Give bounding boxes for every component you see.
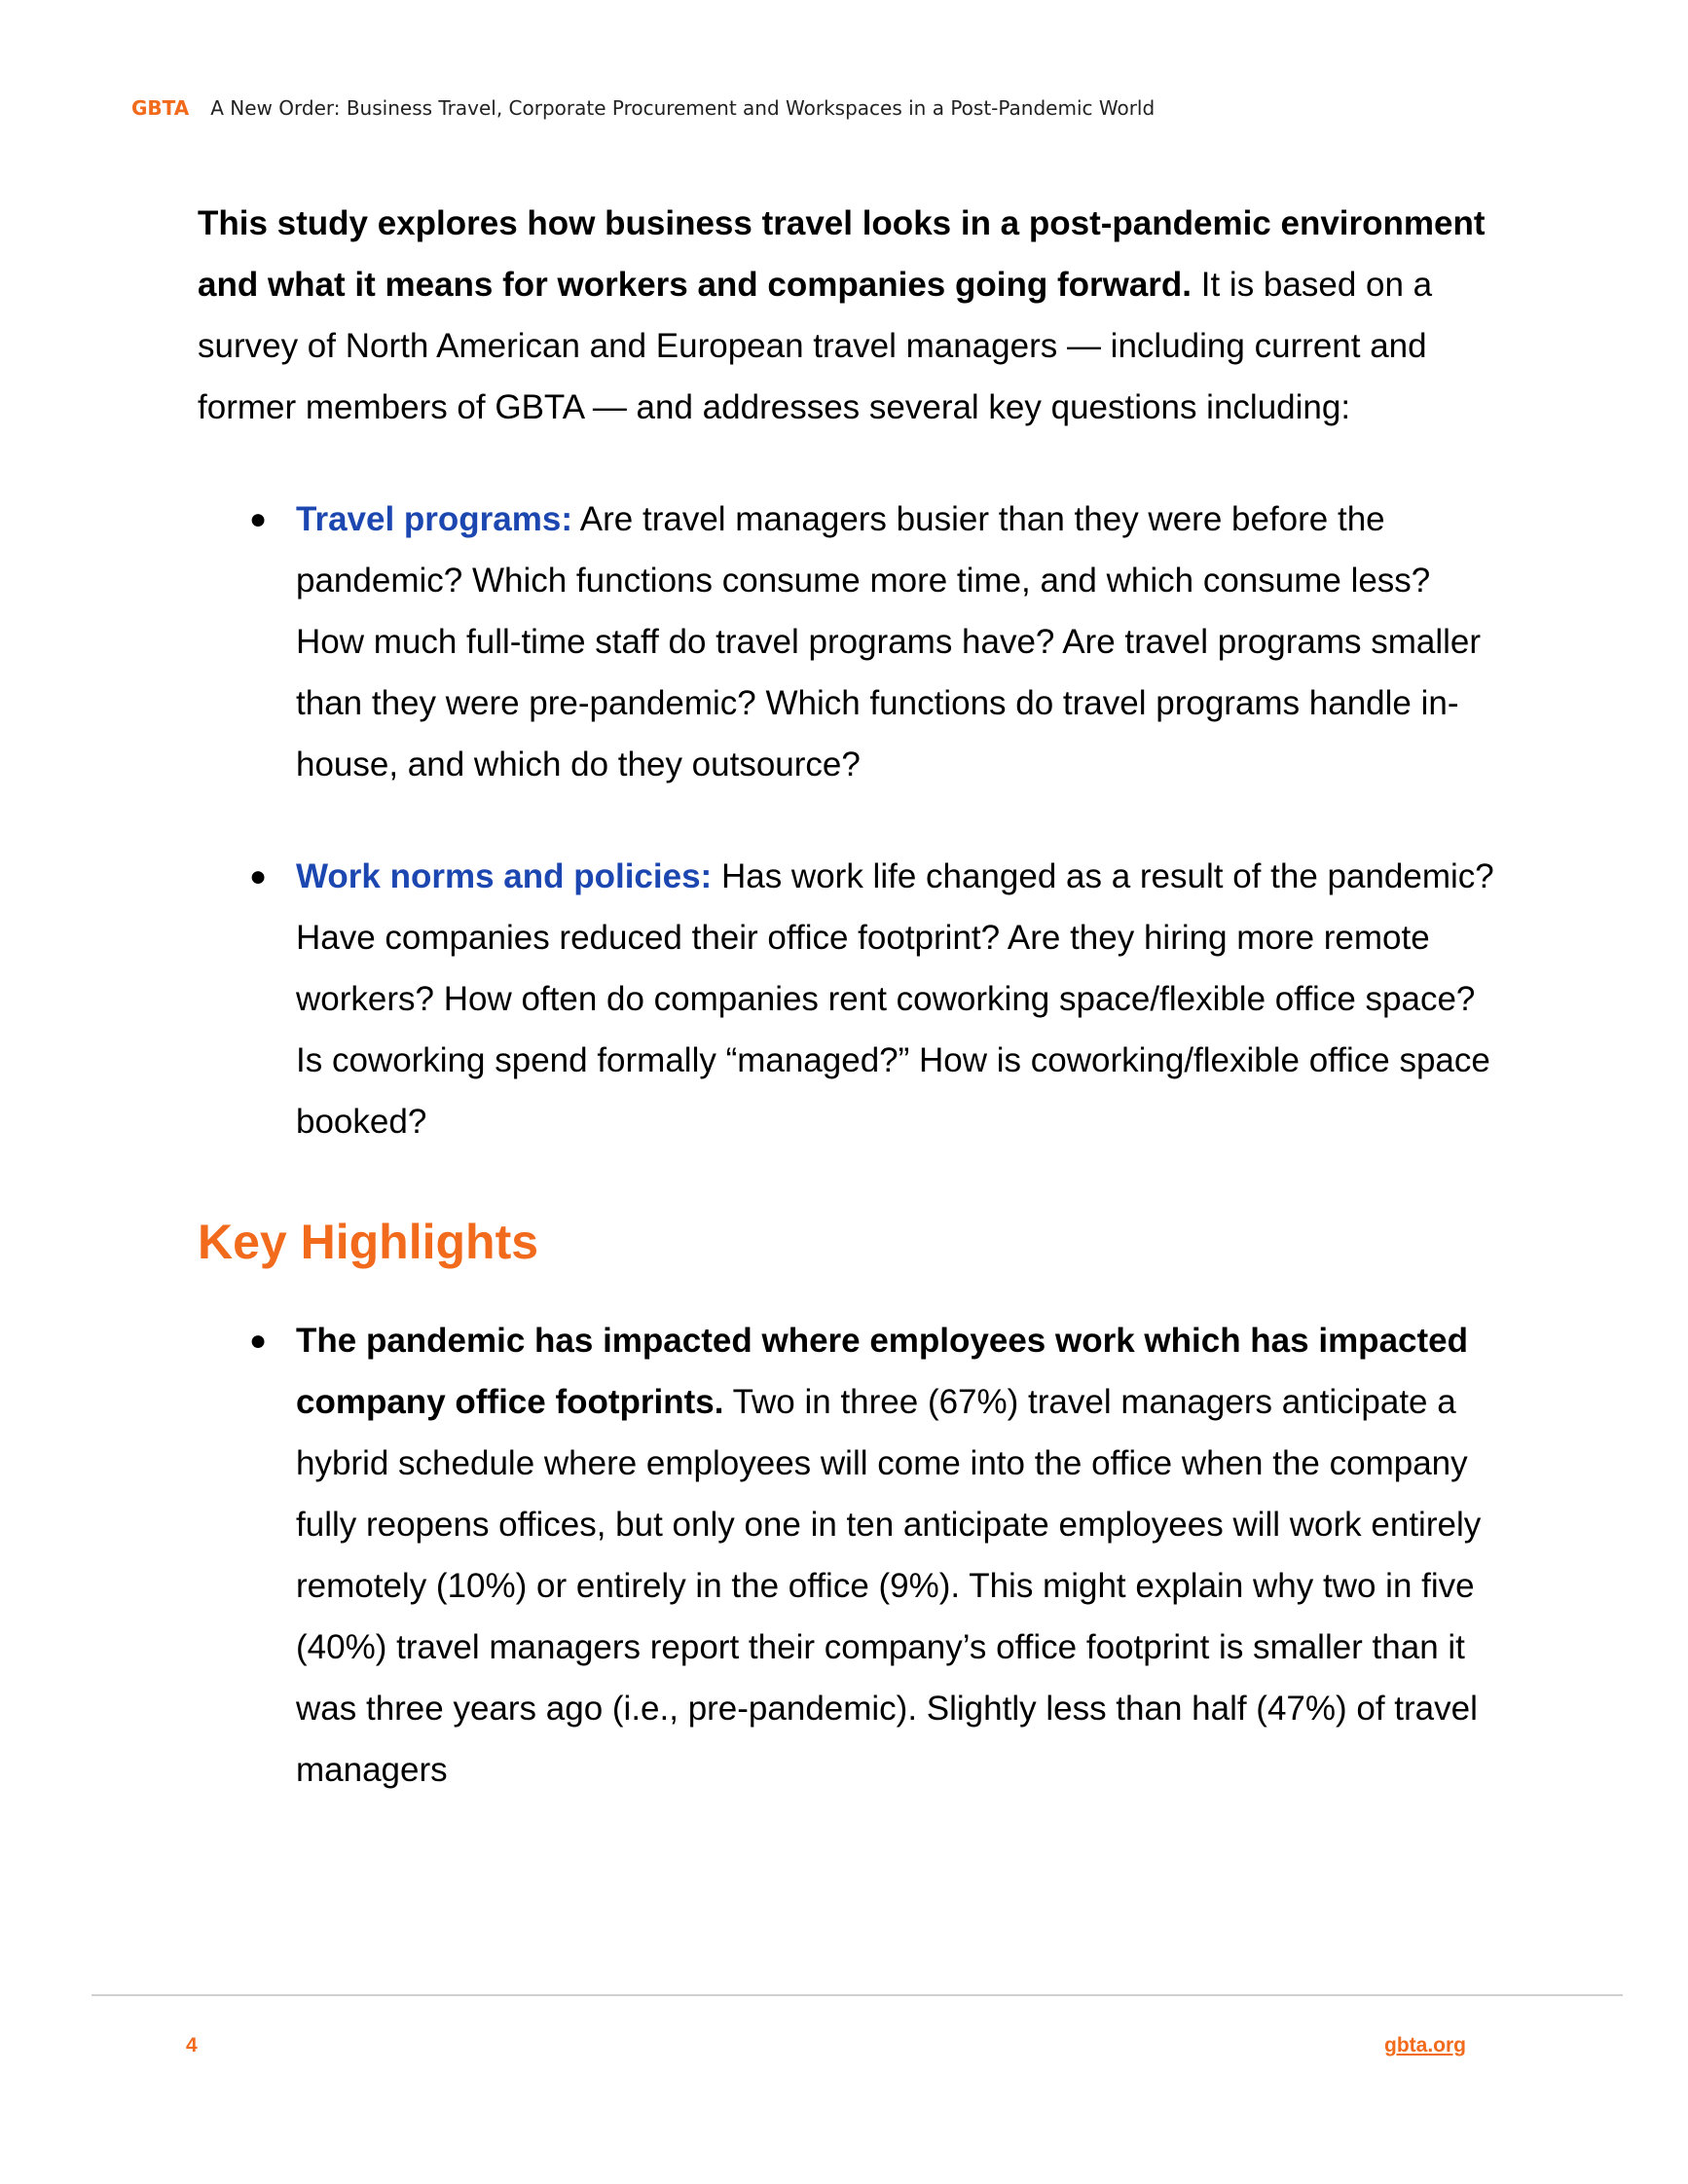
question-text: Are travel managers busier than they were before the pandemic? Which functions consume more time, and which consume less? How much full-time staff do travel programs have? Are travel programs smaller than they were pre-pandemic? Which functions do travel programs handle in-house, and which do they outsource?: [296, 500, 1482, 783]
website-link[interactable]: gbta.org: [1384, 2034, 1466, 2057]
section-title: Key Highlights: [198, 1215, 539, 1269]
question-list: [198, 489, 1502, 1152]
running-header: [131, 93, 1155, 123]
footer-divider: [92, 1994, 1623, 1996]
document-title: A New Order: Business Travel, Corporate Procurement and Workspaces in a Post-Pandemic World: [210, 96, 1156, 120]
brand-name: GBTA: [131, 96, 190, 120]
question-term: Work norms and policies:: [296, 857, 713, 895]
list-item: [198, 489, 1503, 795]
question-term: Travel programs:: [296, 500, 572, 538]
page-content: [198, 193, 1502, 1801]
list-item: [198, 1310, 1503, 1801]
highlight-lead: The pandemic has impacted where employees work which has impacted company office footprints.: [296, 1322, 1468, 1421]
list-item: [198, 846, 1503, 1152]
highlight-text: Two in three (67%) travel managers anticipate a hybrid schedule where employees will come into the office when the company fully reopens offices, but only one in ten anticipate employees will work entirely remotely (10%) or entirely in the office (9%). This might explain why two in five (40%) travel managers report their company’s office footprint is smaller than it was three years ago (i.e., pre-pandemic). Slightly less than half (47%) of travel managers: [296, 1383, 1482, 1789]
question-text: Has work life changed as a result of the pandemic? Have companies reduced their office footprint? Are they hiring more remote workers? How often do companies rent coworking space/flexible office space? Is coworking spend formally “managed?” How is coworking/flexible office space booked?: [296, 857, 1494, 1141]
intro-body: It is based on a survey of North American and European travel managers — including current and former members of GBTA — and addresses several key questions including:: [198, 266, 1433, 426]
intro-paragraph: [198, 193, 1502, 438]
bullet-icon: ●: [249, 503, 268, 535]
intro-lead: This study explores how business travel looks in a post-pandemic environment and what it means for workers and companies going forward.: [198, 204, 1486, 304]
page-number: 4: [186, 2034, 198, 2057]
bullet-icon: ●: [249, 860, 268, 892]
bullet-icon: ●: [249, 1325, 268, 1357]
highlight-list: [198, 1310, 1502, 1801]
